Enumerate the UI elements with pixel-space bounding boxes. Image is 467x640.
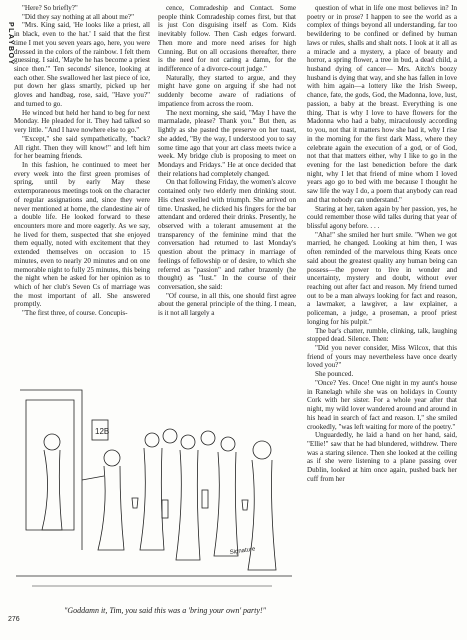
svg-text:Signature: Signature — [229, 546, 256, 556]
cartoon-illustration — [12, 380, 296, 602]
paragraph: question of what in life one most believes in? In poetry or in prose? I happen to see the world as a complex of things beyond all understanding, far too bewildering to be confined or defined by human laws or rules, shalls and shalt nots. I look at it all as a miracle and a mystery, a place of beauty and horror, a spring flower, a tree in bud, a dead child, a husband dying of cancer— Mrs. Aitch's boozy husband is dying that way, and she has fallen in love with him again—a lottery like the Irish Sweep, chance, fate, the gods, God, the Madonna, love, lust, passion, a baby at the breast. Everything is one thing. That is why I love to have flowers for the Madonna who had a baby, miraculously according to you, not that it matters how she had it, why I rise in the morning for the first dark Mass, where they celebrate again the execution of a god, or of God, not that that matters either, why I like to go in the evening for the last benediction before the dark night, why I let that friend of mine whom I loved years ago go to bed with me because I thought he saw life the way I do, a poem that anybody can read and that nobody can understand." — [307, 4, 457, 204]
paragraph: Staring at her, taken again by her passion, yes, he could remember those wild talks during that year of blissful agony before. . . . — [307, 204, 457, 230]
paragraph: "Except," she said sympathetically, "back? All right. Then they will know!" and left him for her beaming friends. — [14, 134, 150, 161]
paragraph: The bar's chatter, rumble, clinking, talk, laughing stopped dead. Silence. Then: — [307, 326, 457, 344]
paragraph: On that following Friday, the women's alcove contained only two elderly men drinking stout. His chest swelled with triumph. She arrived on time. Unasked, he clicked his fingers for the bar attendant and ordered their drinks. Presently, he observed with a tolerant amusement at the transparency of the feminine mind that the conversation had returned to last Monday's question about the primacy in marriage of feelings of fellowship or of desire, to which she referred as "passion" and rather brazenly (he thought) as "lust." In the course of their conversation, she said: — [158, 178, 296, 291]
paragraph: "Here? So briefly?" — [22, 4, 78, 12]
paragraph: "The first three, of course. Concupis- — [22, 309, 128, 318]
paragraph: She pounced. — [315, 370, 354, 379]
paragraph: "Mrs. King said, 'He looks like a priest, all in black, even to the hat.' I said that the first time I met you seven years ago, here, you were dressed in the colors of the rainbow. I felt them guessing. I said, 'Maybe he has become a priest since then.'" Ten seconds' silence, looking at each other. She swallowed her last piece of ice, put down her glass smartly, picked up her gloves and handbag, rose, said, "Have you?" and turned to go. — [14, 21, 150, 108]
paragraph: Naturally, they started to argue, and they might have gone on arguing if she had not suddenly become aware of radiations of impatience from across the room. — [158, 73, 296, 108]
paragraph: In this fashion, he continued to meet her every week into the first green promises of spring, until by early May these extemporaneous meetings took on the character of regular assignations and, since they were never mentioned at home, the clandestine air of a double life. He looked forward to these encounters more and more eagerly. As we say, he lived for them, suspected that she enjoyed them equally, noted with excitement that they extended themselves on occasion to 15 minutes, even to nearly 20 minutes and on one memorable night to fully 25 minutes, this being the night when he asked for her opinion as to which of her club's Seven Cs of marriage was the most important of all. She answered promptly. — [14, 160, 150, 309]
paragraph: He winced but held her hand to beg for next Monday. He pleaded for it. They had talked so very little. "And I have nowhere else to go." — [14, 108, 150, 135]
paragraph: cence, Comradeship and Contact. Some people think Comradeship comes first, but that is just Con disguising itself as Com. Kids inevitably follow. Then Cash edges forward. Then more and more need arises for high Cunning. But on all occasions thereafter, there is the need for not caring a damn, for the indifference of a divorce-court judge." — [158, 4, 296, 74]
paragraph: "Did you never consider, Miss Wilcox, that this friend of yours may nevertheless have once dearly loved you?" — [307, 344, 457, 370]
text-column-right — [307, 4, 457, 636]
paragraph: Unguardedly, he laid a hand on her hand, said, "Ellie!" saw that he had blundered, withdrew. There was a staring silence. Then she looked at the ceiling as if she were listening to a plane passing over Dublin, looked at him once again, pushed back her cuff from her — [307, 431, 457, 483]
paragraph: "Did they say nothing at all about me?" — [22, 12, 134, 21]
paragraph: The next morning, she said, "May I have the marmalade, please? Thank you." But then, as lightly as she pasted the preserve on her toast, she added, "By the way, I understood you to say some time ago that your art class meets twice a week. My bridge club is proposing to meet on Mondays and Fridays." He at once decided that their relations had completely changed. — [158, 108, 296, 178]
paragraph: "Aha!" she smiled her hurt smile. "When we got married, he changed. Looking at him then, I was often reminded of the marvelous thing Keats once said about the greatest quality any human being can possess—the power to live in wonder and uncertainty, mystery and doubt, without ever reaching out after fact and reason. My friend turned out to be a man always looking for fact and reason, a lawmaker, a lawgiver, a law explainer, a policeman, a judge, a proseman, a proof priest longing for his pulpit." — [307, 230, 457, 326]
paragraph: "Of course, in all this, one should first agree about the general principle of the thing. I mean, is it not all largely a — [158, 291, 296, 318]
magazine-side-label: PLAYBOY — [7, 22, 14, 66]
svg-text:12B: 12B — [95, 427, 110, 436]
cartoon-caption: "Goddamn it, Tim, you said this was a 'bring your own' party!" — [64, 606, 266, 615]
page-number: 276 — [8, 616, 20, 623]
paragraph: "Once? Yes. Once! One night in my aunt's house in Ranelagh while she was on holidays in County Cork with her sister. For a whole year after that night, my wild lover wandered around and around in his head in search of fact and reason. I," she smiled crookedly, "was left waiting for more of the poetry." — [307, 378, 457, 431]
text-column-left — [14, 4, 150, 376]
